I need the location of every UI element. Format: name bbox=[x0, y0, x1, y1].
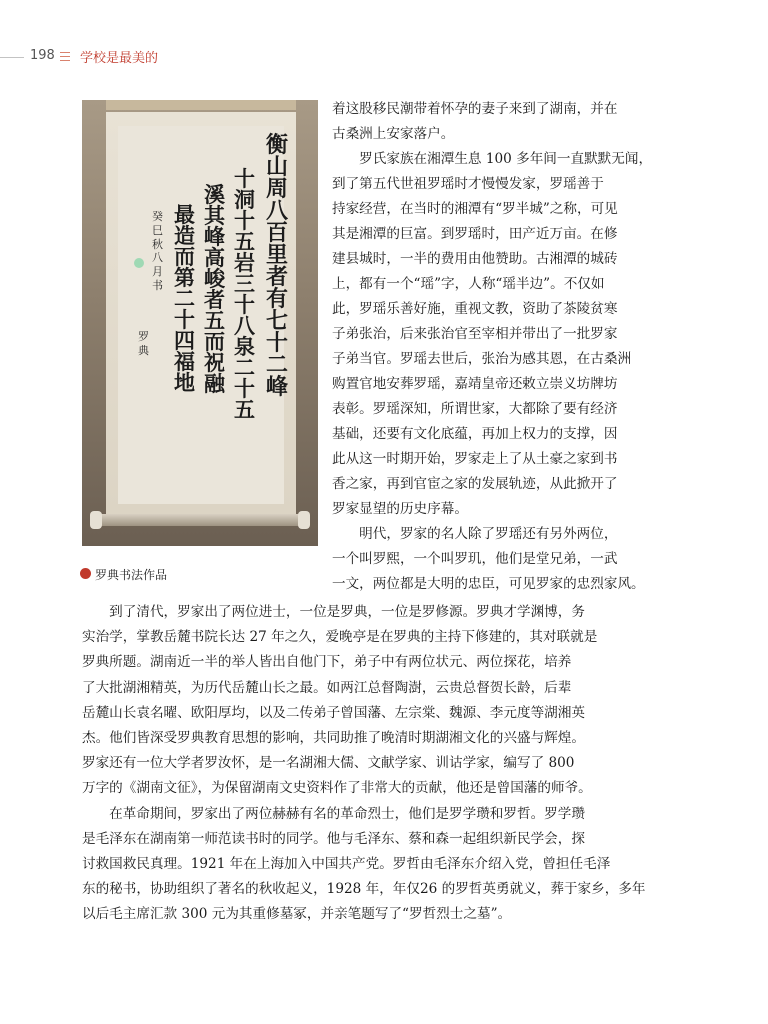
calligraphy-glyph: 八 bbox=[266, 198, 289, 224]
scroll-rod-end-left bbox=[90, 511, 102, 529]
calligraphy-glyph: 融 bbox=[204, 371, 225, 396]
running-title: 学校是最美的 bbox=[80, 51, 159, 66]
article-column-text bbox=[332, 97, 682, 597]
signature-glyph: 典 bbox=[138, 343, 149, 357]
column-text-line: 着这股移民潮带着怀孕的妻子来到了湖南，并在 bbox=[332, 101, 618, 117]
full-text-line: 到了清代，罗家出了两位进士，一位是罗典，一位是罗修源。罗典才学渊博，务 bbox=[82, 604, 585, 620]
column-text-line: 罗家显望的历史序幕。 bbox=[332, 501, 468, 517]
calligraphy-glyph: 地 bbox=[174, 370, 195, 395]
calligraphy-glyph: 十 bbox=[234, 376, 255, 401]
calligraphy-glyph: 峰 bbox=[204, 224, 225, 249]
caption-marker-icon bbox=[80, 568, 91, 579]
calligraphy-column-4 bbox=[174, 204, 195, 393]
signature-glyph: 秋 bbox=[152, 237, 163, 251]
calligraphy-glyph: 四 bbox=[174, 328, 195, 353]
calligraphy-glyph: 十 bbox=[234, 166, 255, 191]
calligraphy-glyph: 周 bbox=[266, 176, 289, 202]
calligraphy-photo bbox=[82, 100, 318, 546]
article-full-width-text bbox=[82, 600, 682, 927]
calligraphy-glyph: 五 bbox=[234, 229, 255, 254]
calligraphy-glyph: 洞 bbox=[234, 187, 255, 212]
calligraphy-column-2 bbox=[234, 168, 255, 420]
calligraphy-glyph: 最 bbox=[174, 202, 195, 227]
full-text-line: 罗典所题。湖南近一半的举人皆出自他门下，弟子中有两位状元、两位探花，培养 bbox=[82, 654, 572, 671]
header-rule bbox=[0, 57, 24, 58]
full-text-line: 是毛泽东在湖南第一师范读书时的同学。他与毛泽东、蔡和森一起组织新民学会，探 bbox=[82, 830, 585, 847]
calligraphy-glyph: 十 bbox=[174, 307, 195, 332]
column-text-line: 此从这一时期开始，罗家走上了从土豪之家到书 bbox=[332, 451, 618, 467]
column-text-line: 其是湘潭的巨富。到罗瑶时，田产近万亩。在修 bbox=[332, 226, 618, 242]
calligraphy-glyph: 福 bbox=[174, 349, 195, 374]
calligraphy-glyph: 峰 bbox=[266, 374, 289, 400]
calligraphy-glyph: 祝 bbox=[204, 350, 225, 375]
column-text-line: 香之家，再到官宦之家的发展轨迹，从此掀开了 bbox=[332, 476, 618, 492]
calligraphy-glyph: 七 bbox=[266, 308, 289, 334]
full-text-line: 万字的《湖南文征》，为保留湖南文史资料作了非常大的贡献，他还是曾国藩的师爷。 bbox=[82, 780, 592, 797]
signature-column-2 bbox=[138, 330, 149, 358]
reflection-spot bbox=[134, 258, 144, 268]
calligraphy-glyph: 十 bbox=[234, 292, 255, 317]
calligraphy-column-1 bbox=[266, 134, 288, 398]
signature-glyph: 癸 bbox=[152, 210, 163, 223]
calligraphy-glyph: 衡 bbox=[266, 132, 289, 158]
column-text-line: 建县城时，一半的费用由他赞助。古湘潭的城砖 bbox=[332, 251, 618, 267]
calligraphy-glyph: 者 bbox=[266, 264, 289, 290]
column-text-line: 到了第五代世祖罗瑶时才慢慢发家，罗瑶善于 bbox=[332, 176, 604, 192]
header-separator bbox=[60, 52, 70, 63]
full-text-line: 东的秘书，协助组织了著名的秋收起义，1928 年，年仅26 的罗哲英勇就义，葬于家乡，多年 bbox=[82, 881, 646, 898]
calligraphy-glyph: 二 bbox=[174, 286, 195, 311]
calligraphy-glyph: 而 bbox=[174, 244, 195, 269]
calligraphy-glyph: 溪 bbox=[204, 182, 225, 207]
calligraphy-glyph: 者 bbox=[204, 287, 225, 312]
full-text-line: 讨救国救民真理。1921 年在上海加入中国共产党。罗哲由毛泽东介绍入党，曾担任毛泽 bbox=[82, 855, 611, 872]
column-text-line: 此，罗瑶乐善好施，重视文教，资助了茶陵贫寒 bbox=[332, 301, 618, 317]
column-text-line: 子弟当官。罗瑶去世后，张治为感其恩，在古桑洲 bbox=[332, 351, 632, 367]
scroll-rod-end-right bbox=[298, 511, 310, 529]
column-text-line: 购置官地安葬罗瑶，嘉靖皇帝还敕立崇义坊牌坊 bbox=[332, 376, 618, 392]
calligraphy-glyph: 里 bbox=[266, 242, 289, 268]
calligraphy-glyph: 峻 bbox=[204, 266, 225, 291]
column-text-line: 上，都有一个“瑶”字，人称“瑶半边”。不仅如 bbox=[332, 276, 605, 292]
calligraphy-glyph: 而 bbox=[204, 329, 225, 354]
calligraphy-glyph: 第 bbox=[174, 265, 195, 290]
calligraphy-glyph: 二 bbox=[266, 352, 289, 378]
signature-glyph: 八 bbox=[152, 251, 163, 265]
calligraphy-glyph: 高 bbox=[204, 245, 225, 270]
calligraphy-glyph: 泉 bbox=[234, 334, 255, 359]
column-text-line: 古桑洲上安家落户。 bbox=[332, 126, 455, 142]
calligraphy-glyph: 岩 bbox=[234, 250, 255, 275]
calligraphy-glyph: 山 bbox=[266, 154, 289, 180]
signature-glyph: 巳 bbox=[152, 223, 163, 237]
column-text-line: 罗氏家族在湘潭生息 100 多年间一直默默无闻， bbox=[332, 151, 653, 167]
signature-glyph: 月 bbox=[152, 265, 163, 278]
calligraphy-glyph: 八 bbox=[234, 313, 255, 338]
full-text-line: 杰。他们皆深受罗典教育思想的影响，共同助推了晚清时期湖湘文化的兴盛与辉煌。 bbox=[82, 729, 585, 746]
calligraphy-column-3 bbox=[204, 184, 225, 394]
full-text-line: 以后毛主席汇款 300 元为其重修墓冢，并亲笔题写了“罗哲烈士之墓”。 bbox=[82, 906, 512, 923]
calligraphy-glyph: 三 bbox=[234, 271, 255, 296]
calligraphy-glyph: 造 bbox=[174, 223, 195, 248]
column-text-line: 明代，罗家的名人除了罗瑶还有另外两位， bbox=[332, 526, 618, 542]
full-text-line: 在革命期间，罗家出了两位赫赫有名的革命烈士，他们是罗学瓒和罗哲。罗学瓒 bbox=[82, 805, 585, 822]
calligraphy-glyph: 十 bbox=[266, 330, 289, 356]
column-text-line: 一文，两位都是大明的忠臣，可见罗家的忠烈家风。 bbox=[332, 576, 645, 592]
page-header bbox=[0, 44, 768, 72]
scroll-paper bbox=[118, 126, 284, 504]
calligraphy-glyph: 百 bbox=[266, 220, 289, 246]
signature-glyph: 书 bbox=[152, 278, 163, 292]
calligraphy-glyph: 十 bbox=[234, 208, 255, 233]
calligraphy-glyph: 五 bbox=[204, 308, 225, 333]
column-text-line: 一个叫罗熙，一个叫罗玑，他们是堂兄弟，一武 bbox=[332, 551, 618, 567]
scroll-rod bbox=[96, 514, 306, 526]
calligraphy-glyph: 二 bbox=[234, 355, 255, 380]
calligraphy-glyph: 其 bbox=[204, 203, 225, 228]
page-number: 198 bbox=[30, 48, 55, 63]
calligraphy-glyph: 有 bbox=[266, 286, 289, 312]
full-text-line: 罗家还有一位大学者罗汝怀，是一名湖湘大儒、文献学家、训诂学家，编写了 800 bbox=[82, 755, 575, 772]
calligraphy-glyph: 五 bbox=[234, 397, 255, 422]
column-text-line: 表彰。罗瑶深知，所谓世家，大都除了要有经济 bbox=[332, 401, 618, 417]
column-text-line: 持家经营，在当时的湘潭有“罗半城”之称，可见 bbox=[332, 201, 618, 217]
full-text-line: 了大批湖湘精英，为历代岳麓山长之最。如两江总督陶澍，云贵总督贺长龄，后辈 bbox=[82, 679, 572, 696]
column-text-line: 子弟张治，后来张治官至宰相并带出了一批罗家 bbox=[332, 326, 618, 342]
scroll-top-mount bbox=[106, 100, 296, 110]
full-text-line: 岳麓山长袁名曜、欧阳厚均，以及二传弟子曾国藩、左宗棠、魏源、李元度等湖湘英 bbox=[82, 704, 585, 721]
figure-caption bbox=[80, 566, 320, 584]
signature-column-1 bbox=[152, 210, 163, 293]
full-text-line: 实治学，掌教岳麓书院长达 27 年之久，爱晚亭是在罗典的主持下修建的，其对联就是 bbox=[82, 629, 598, 646]
column-text-line: 基础，还要有文化底蕴，再加上权力的支撑，因 bbox=[332, 426, 618, 442]
signature-glyph: 罗 bbox=[138, 330, 149, 343]
caption-text: 罗典书法作品 bbox=[95, 568, 168, 582]
